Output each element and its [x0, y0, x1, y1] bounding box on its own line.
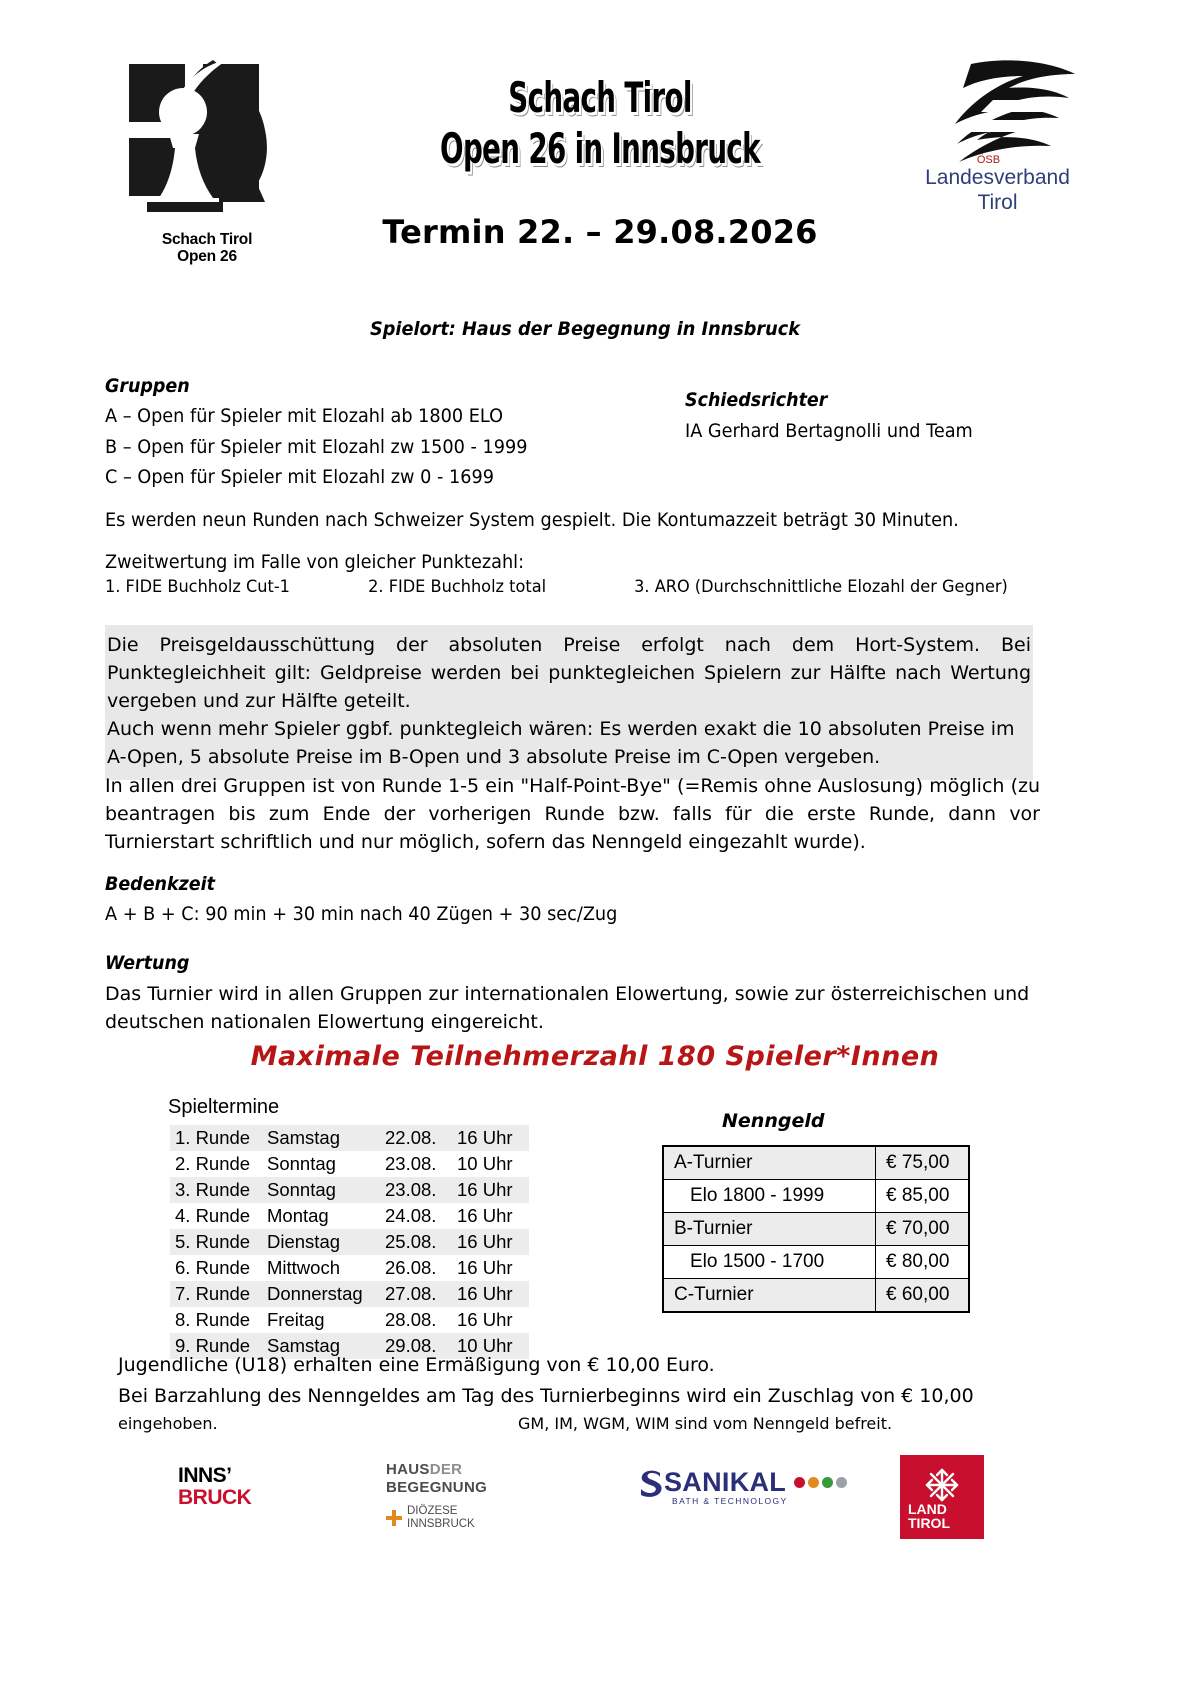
schedule-date: 22.08. [385, 1127, 437, 1148]
table-row [663, 1279, 969, 1313]
land-tirol-label [908, 1502, 950, 1531]
table-row [170, 1203, 529, 1229]
note-youth-discount: Jugendliche (U18) erhalten eine Ermäßigung von € 10,00 Euro. [118, 1354, 715, 1376]
group-line-c: C – Open für Spieler mit Elozahl zw 0 - 1699 [105, 466, 494, 489]
schedule-time: 16 Uhr [457, 1205, 513, 1226]
schedule-round: 5. Runde [175, 1231, 251, 1252]
tiebreak-intro: Zweitwertung im Falle von gleicher Punktezahl: [105, 551, 525, 573]
schedule-date: 26.08. [385, 1257, 437, 1278]
table-row [170, 1125, 529, 1151]
entry-fee-name: B-Turnier [663, 1213, 876, 1246]
schedule-date: 29.08. [385, 1335, 437, 1356]
entry-fee-price: € 60,00 [876, 1279, 970, 1313]
tiebreak-item-1: 1. FIDE Buchholz Cut-1 [105, 576, 290, 597]
prize-rules-block [105, 625, 1033, 780]
dot-red [794, 1477, 805, 1488]
schedule-day: Donnerstag [267, 1283, 363, 1304]
dioezese-line2: INNSBRUCK [407, 1518, 475, 1531]
entry-fee-name: Elo 1800 - 1999 [663, 1180, 876, 1213]
land-tirol-box [900, 1455, 984, 1539]
oesb-caption [905, 166, 1090, 216]
event-date: Termin 22. – 29.08.2026 [382, 213, 818, 251]
rounds-note-text: Es werden neun Runden nach Schweizer System gespielt. Die Kontumazzeit beträgt 30 Minuten. [105, 509, 959, 531]
prize-rules-paragraph-1: Die Preisgeldausschüttung der absoluten Preise erfolgt nach dem Hort-System. Bei Punktegleichheit gilt: Geldpreise werden bei punktegleichen Spielern zur Hälfte nach Wertung vergeben und zur Hälfte geteilt. [107, 634, 1031, 712]
logo-caption-line2: Open 26 [177, 248, 237, 266]
innsbruck-logo-line1: INNS’ [178, 1464, 232, 1487]
groups-heading: Gruppen [105, 375, 190, 397]
land-tirol-line2: TIROL [908, 1515, 950, 1532]
schedule-date: 28.08. [385, 1309, 437, 1330]
rating-text: Das Turnier wird in allen Gruppen zur internationalen Elowertung, sowie zur österreichischen und deutschen nationalen Elowertung eingereicht. [105, 983, 1030, 1034]
table-row [170, 1255, 529, 1281]
schedule-table-body [170, 1125, 529, 1359]
rating-heading: Wertung [105, 952, 190, 974]
table-row [170, 1151, 529, 1177]
schedule-round: 2. Runde [175, 1153, 251, 1174]
haus-der-begegnung-logo [386, 1461, 487, 1531]
cross-icon [386, 1510, 402, 1526]
max-players-line: Maximale Teilnehmerzahl 180 Spieler*Innen [250, 1041, 940, 1072]
schach-tirol-logo [112, 52, 302, 266]
time-control-section [105, 873, 656, 929]
schedule-round: 3. Runde [175, 1179, 251, 1200]
dot-green [822, 1477, 833, 1488]
sanikal-logo [638, 1467, 847, 1506]
schedule-round: 4. Runde [175, 1205, 251, 1226]
schedule-day: Montag [267, 1205, 329, 1226]
title-line-1: Schach Tirol [508, 73, 692, 122]
sanikal-tagline: BATH & TECHNOLOGY [672, 1496, 788, 1506]
schedule-date: 27.08. [385, 1283, 437, 1304]
arbiter-section [685, 389, 994, 446]
entry-fee-table-body [663, 1146, 969, 1312]
dioezese-line1: DIÖZESE [407, 1505, 458, 1518]
schedule-round: 1. Runde [175, 1127, 251, 1148]
footer-notes [118, 1352, 1048, 1442]
table-row [170, 1307, 529, 1333]
schedule-day: Sonntag [267, 1153, 336, 1174]
dot-gray [836, 1477, 847, 1488]
schedule-date: 25.08. [385, 1231, 437, 1252]
arbiter-heading: Schiedsrichter [685, 389, 828, 411]
tiebreak-items [105, 577, 1074, 603]
logo-caption [112, 231, 302, 266]
sanikal-wordmark-row [638, 1467, 847, 1498]
note-cash-surcharge: Bei Barzahlung des Nenngeldes am Tag des Turnierbeginns wird ein Zuschlag von € 10,00 [118, 1384, 974, 1407]
dioezese-text [407, 1505, 475, 1531]
schedule-time: 16 Uhr [457, 1283, 513, 1304]
note-collected: eingehoben. [118, 1413, 218, 1433]
sponsor-logos [0, 1455, 1190, 1545]
schedule-table [170, 1125, 529, 1359]
schedule-time: 10 Uhr [457, 1153, 513, 1174]
table-row [170, 1177, 529, 1203]
entry-fee-price: € 85,00 [876, 1180, 970, 1213]
schedule-day: Samstag [267, 1335, 341, 1356]
land-tirol-line1: LAND [908, 1500, 947, 1517]
poster-title [300, 72, 900, 174]
oesb-swoosh-icon [923, 58, 1083, 163]
arbiter-name: IA Gerhard Bertagnolli und Team [685, 420, 973, 442]
entry-fee-label: Nenngeld [722, 1110, 825, 1132]
schedule-time: 16 Uhr [457, 1257, 513, 1278]
oesb-caption-line1: Landesverband [925, 166, 1070, 189]
schedule-time: 16 Uhr [457, 1309, 513, 1330]
schedule-day: Mittwoch [267, 1257, 340, 1278]
schedule-label: Spieltermine [168, 1096, 280, 1118]
sanikal-s-icon [638, 1468, 664, 1498]
note-titled-free: GM, IM, WGM, WIM sind vom Nenngeld befreit. [518, 1413, 893, 1433]
innsbruck-logo-line2: BRUCK [178, 1485, 252, 1509]
rounds-note [105, 507, 1085, 535]
innsbruck-logo [178, 1465, 251, 1508]
tiebreak-item-2: 2. FIDE Buchholz total [368, 576, 547, 597]
oesb-mark-label: ÖSB [976, 154, 1001, 166]
schedule-round: 8. Runde [175, 1309, 251, 1330]
note-split-row [118, 1414, 1048, 1442]
group-line-a: A – Open für Spieler mit Elozahl ab 1800 ELO [105, 405, 504, 427]
schedule-time: 16 Uhr [457, 1127, 513, 1148]
time-control-heading: Bedenkzeit [105, 873, 215, 895]
time-control-text: A + B + C: 90 min + 30 min nach 40 Zügen + 30 sec/Zug [105, 903, 618, 925]
edelweiss-star-icon [925, 1468, 959, 1502]
land-tirol-logo [900, 1455, 984, 1539]
entry-fee-price: € 70,00 [876, 1213, 970, 1246]
sanikal-wordmark: SANIKAL [664, 1467, 787, 1497]
schedule-date: 23.08. [385, 1153, 437, 1174]
table-row [663, 1180, 969, 1213]
prize-rules-paragraph-2: Auch wenn mehr Spieler ggbf. punktegleich wären: Es werden exakt die 10 absoluten Preise im A-Open, 5 absolute Preise im B-Open und 3 absolute Preise im C-Open vergeben. [107, 717, 1015, 768]
entry-fee-name: C-Turnier [663, 1279, 876, 1313]
hdb-line2: BEGEGNUNG [386, 1478, 488, 1496]
table-row [170, 1229, 529, 1255]
hdb-line1-a: HAUS [386, 1461, 430, 1478]
rating-section [105, 952, 1045, 1036]
oesb-caption-line2: Tirol [977, 190, 1018, 214]
table-row [663, 1146, 969, 1180]
hdb-line1 [386, 1461, 487, 1479]
poster-header [0, 0, 1190, 275]
tiebreak-item-3: 3. ARO (Durchschnittliche Elozahl der Gegner) [634, 576, 1008, 597]
half-point-bye-section [105, 772, 1040, 856]
entry-fee-name: Elo 1500 - 1700 [663, 1246, 876, 1279]
tiebreak-section [105, 549, 1085, 603]
groups-section [105, 375, 559, 495]
hdb-line1-b: DER [429, 1461, 463, 1478]
table-row [663, 1213, 969, 1246]
entry-fee-price: € 75,00 [876, 1146, 970, 1180]
schedule-round: 9. Runde [175, 1335, 251, 1356]
schedule-day: Sonntag [267, 1179, 336, 1200]
schedule-time: 16 Uhr [457, 1179, 513, 1200]
knight-chess-icon [117, 52, 297, 227]
dioezese-innsbruck-logo [386, 1505, 487, 1531]
table-row [663, 1246, 969, 1279]
schedule-round: 7. Runde [175, 1283, 251, 1304]
venue-line: Spielort: Haus der Begegnung in Innsbruck [370, 318, 800, 340]
entry-fee-table [662, 1145, 970, 1313]
schedule-time: 16 Uhr [457, 1231, 513, 1252]
schedule-day: Dienstag [267, 1231, 341, 1252]
entry-fee-price: € 80,00 [876, 1246, 970, 1279]
group-line-b: B – Open für Spieler mit Elozahl zw 1500 - 1999 [105, 435, 528, 458]
schedule-round: 6. Runde [175, 1257, 251, 1278]
schedule-date: 24.08. [385, 1205, 437, 1226]
entry-fee-name: A-Turnier [663, 1146, 876, 1180]
schedule-day: Samstag [267, 1127, 341, 1148]
schedule-day: Freitag [267, 1309, 325, 1330]
oesb-landesverband-tirol-logo [905, 58, 1090, 216]
schedule-date: 23.08. [385, 1179, 437, 1200]
sanikal-dots [794, 1477, 847, 1488]
schedule-time: 10 Uhr [457, 1335, 513, 1356]
table-row [170, 1281, 529, 1307]
half-point-bye-text: In allen drei Gruppen ist von Runde 1-5 ein "Half-Point-Bye" (=Remis ohne Auslosung) möglich (zu beantragen bis zum Ende der vorherigen Runde bzw. falls für die erste Runde, dann vor Turnierstart schriftlich und nur möglich, sofern das Nenngeld eingezahlt wurde). [105, 775, 1040, 854]
title-line-2: Open 26 in Innsbruck [440, 124, 760, 174]
logo-caption-line1: Schach Tirol [161, 231, 253, 248]
dot-orange [808, 1477, 819, 1488]
